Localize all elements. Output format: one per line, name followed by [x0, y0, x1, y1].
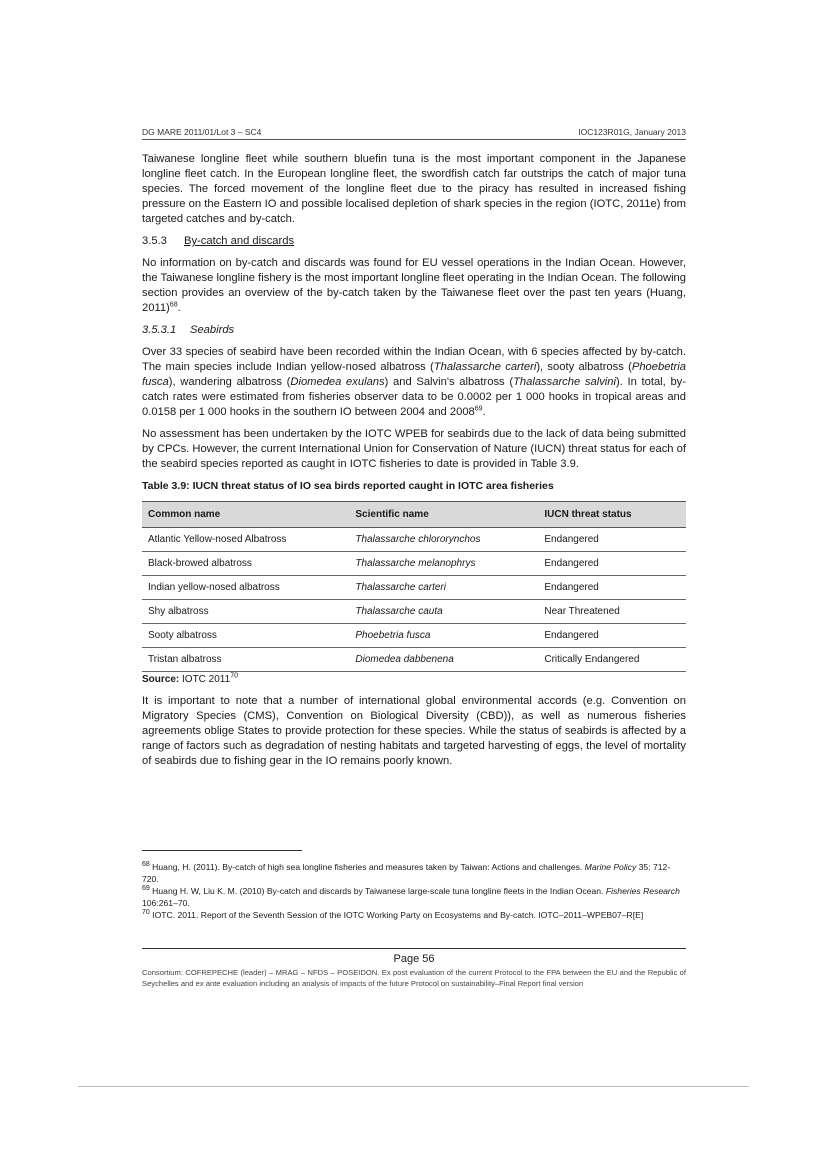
p3-i: ). In total, by-catch rates were estimated from fisheries observer data to be 0.0002 per 1 000 hooks in tropical areas and 0.0158 per 1 000 hooks in the southern IO between 2004 and 2008	[142, 376, 686, 418]
table-source	[142, 672, 686, 687]
subsection-title: Seabirds	[190, 324, 235, 336]
p3-g: ) and Salvin's albatross (	[384, 376, 514, 388]
cell-scientific: Diomedea dabbenena	[349, 648, 538, 672]
cell-status: Endangered	[538, 552, 686, 576]
cell-status: Endangered	[538, 576, 686, 600]
iucn-table	[142, 501, 686, 672]
footnote-number: 69	[142, 885, 150, 893]
paragraph-1: Taiwanese longline fleet while southern bluefin tuna is the most important component in the Japanese longline fleet catch. In the European longline fleet, the swordfish catch far outstrips the catch of major tuna species. The forced movement of the longline fleet due to the piracy has resulted in increased fishing pressure on the Eastern IO and possible localised depletion of shark species in the region (IOTC, 2011e) from targeted catches and by-catch.	[142, 153, 686, 225]
cell-common: Tristan albatross	[142, 648, 349, 672]
paragraph-3	[142, 345, 686, 420]
p3-species-1: Thalassarche carteri	[433, 361, 537, 373]
consortium-footer: Consortium: COFREPECHE (leader) – MRAG – NFDS – POSEIDON. Ex post evaluation of the current Protocol to the FPA between the EU and the Republic of Seychelles and ex ante evaluation including an analysis of impacts of the future Protocol on sustainability–Final Report final version	[142, 968, 686, 988]
table-row	[142, 624, 686, 648]
footnote-text: Huang H. W, Liu K. M. (2010) By-catch and discards by Taiwanese large-scale tuna longline fleets in the Indian Ocean.	[149, 886, 606, 896]
footnote-70	[142, 910, 686, 922]
cell-status: Critically Endangered	[538, 648, 686, 672]
header-right: IOC123R01G, January 2013	[578, 127, 686, 137]
footnotes	[142, 862, 686, 923]
col-common-name: Common name	[142, 502, 349, 528]
source-label: Source:	[142, 674, 180, 685]
source-text: IOTC 2011	[179, 674, 231, 685]
running-header	[142, 127, 686, 140]
section-heading	[142, 234, 686, 249]
table-header-row	[142, 502, 686, 528]
footnote-68	[142, 862, 686, 885]
cell-scientific: Thalassarche chlororynchos	[349, 528, 538, 552]
page-number: Page 56	[393, 953, 435, 965]
cell-status: Near Threatened	[538, 600, 686, 624]
cell-common: Sooty albatross	[142, 624, 349, 648]
cell-common: Atlantic Yellow-nosed Albatross	[142, 528, 349, 552]
paragraph-2-end: .	[177, 302, 181, 314]
footnote-number: 70	[142, 909, 150, 917]
table-row	[142, 576, 686, 600]
main-body	[142, 152, 686, 776]
footnote-divider	[142, 850, 302, 851]
footnote-rest: 106:261–70.	[142, 897, 190, 908]
footnote-journal: Fisheries Research	[605, 886, 680, 896]
paragraph-2	[142, 256, 686, 316]
section-number: 3.5.3	[142, 235, 167, 247]
section-title: By-catch and discards	[184, 235, 295, 247]
cell-scientific: Thalassarche carteri	[349, 576, 538, 600]
cell-common: Shy albatross	[142, 600, 349, 624]
cell-status: Endangered	[538, 624, 686, 648]
p3-e: ), wandering albatross (	[168, 376, 291, 388]
col-iucn-status: IUCN threat status	[538, 502, 686, 528]
footnote-journal: Marine Policy	[584, 862, 637, 872]
cell-status: Endangered	[538, 528, 686, 552]
paragraph-5: It is important to note that a number of international global environmental accords (e.g. Convention on Migratory Species (CMS), Convention on Biological Diversity (CBD)), as well as numerous fisheries agreements oblige States to provide protection for these species. While the status of seabirds is affected by a range of factors such as degradation of nesting habitats and targeted harvesting of eggs, the level of mortality of seabirds due to fishing gear in the IO remains poorly known.	[142, 695, 686, 767]
table-row	[142, 600, 686, 624]
col-scientific-name: Scientific name	[349, 502, 538, 528]
footnote-ref-69[interactable]: 69	[474, 405, 483, 413]
footnote-69	[142, 886, 686, 909]
table-caption: Table 3.9: IUCN threat status of IO sea birds reported caught in IOTC area fisheries	[142, 480, 554, 492]
paragraph-2-text: No information on by-catch and discards was found for EU vessel operations in the Indian Ocean. However, the Taiwanese longline fishery is the most important longline fleet operating in the Indian Ocean. The following section provides an overview of the by-catch taken by the Taiwanese fleet over the past ten years (Huang, 2011)	[142, 257, 686, 314]
table-row	[142, 648, 686, 672]
table-row	[142, 528, 686, 552]
footnote-text: IOTC. 2011. Report of the Seventh Session of the IOTC Working Party on Ecosystems and By-catch. IOTC–2011–WPEB07–R[E]	[149, 910, 644, 920]
footer-divider	[142, 948, 686, 949]
paragraph-4: No assessment has been undertaken by the IOTC WPEB for seabirds due to the lack of data being submitted by CPCs. However, the current International Union for Conservation of Nature (IUCN) threat status for each of the seabird species reported as caught in IOTC fisheries to date is provided in Table 3.9.	[142, 428, 686, 470]
p3-end: .	[482, 406, 486, 418]
p3-species-3: Diomedea exulans	[290, 376, 385, 388]
footnote-ref-68[interactable]: 68	[169, 301, 178, 309]
p3-species-4: Thalassarche salvini	[513, 376, 616, 388]
table-row	[142, 552, 686, 576]
p3-c: ), sooty albatross (	[536, 361, 632, 373]
subsection-heading	[142, 323, 686, 338]
cell-common: Black-browed albatross	[142, 552, 349, 576]
cell-scientific: Thalassarche cauta	[349, 600, 538, 624]
footnote-ref-70[interactable]: 70	[230, 672, 238, 680]
p3-species-2: Phoebetria fusca	[142, 361, 686, 388]
page-bottom-divider	[78, 1086, 749, 1087]
cell-scientific: Phoebetria fusca	[349, 624, 538, 648]
footnote-rest: 35: 712-720.	[142, 862, 671, 884]
p3-a: Over 33 species of seabird have been recorded within the Indian Ocean, with 6 species affected by by-catch. The main species include Indian yellow-nosed albatross (	[142, 346, 686, 373]
cell-scientific: Thalassarche melanophrys	[349, 552, 538, 576]
subsection-number: 3.5.3.1	[142, 324, 177, 336]
footnote-number: 68	[142, 861, 150, 869]
header-left: DG MARE 2011/01/Lot 3 – SC4	[142, 127, 262, 137]
footnote-text: Huang, H. (2011). By-catch of high sea longline fisheries and measures taken by Taiwan: Actions and challenges.	[149, 862, 585, 872]
cell-common: Indian yellow-nosed albatross	[142, 576, 349, 600]
